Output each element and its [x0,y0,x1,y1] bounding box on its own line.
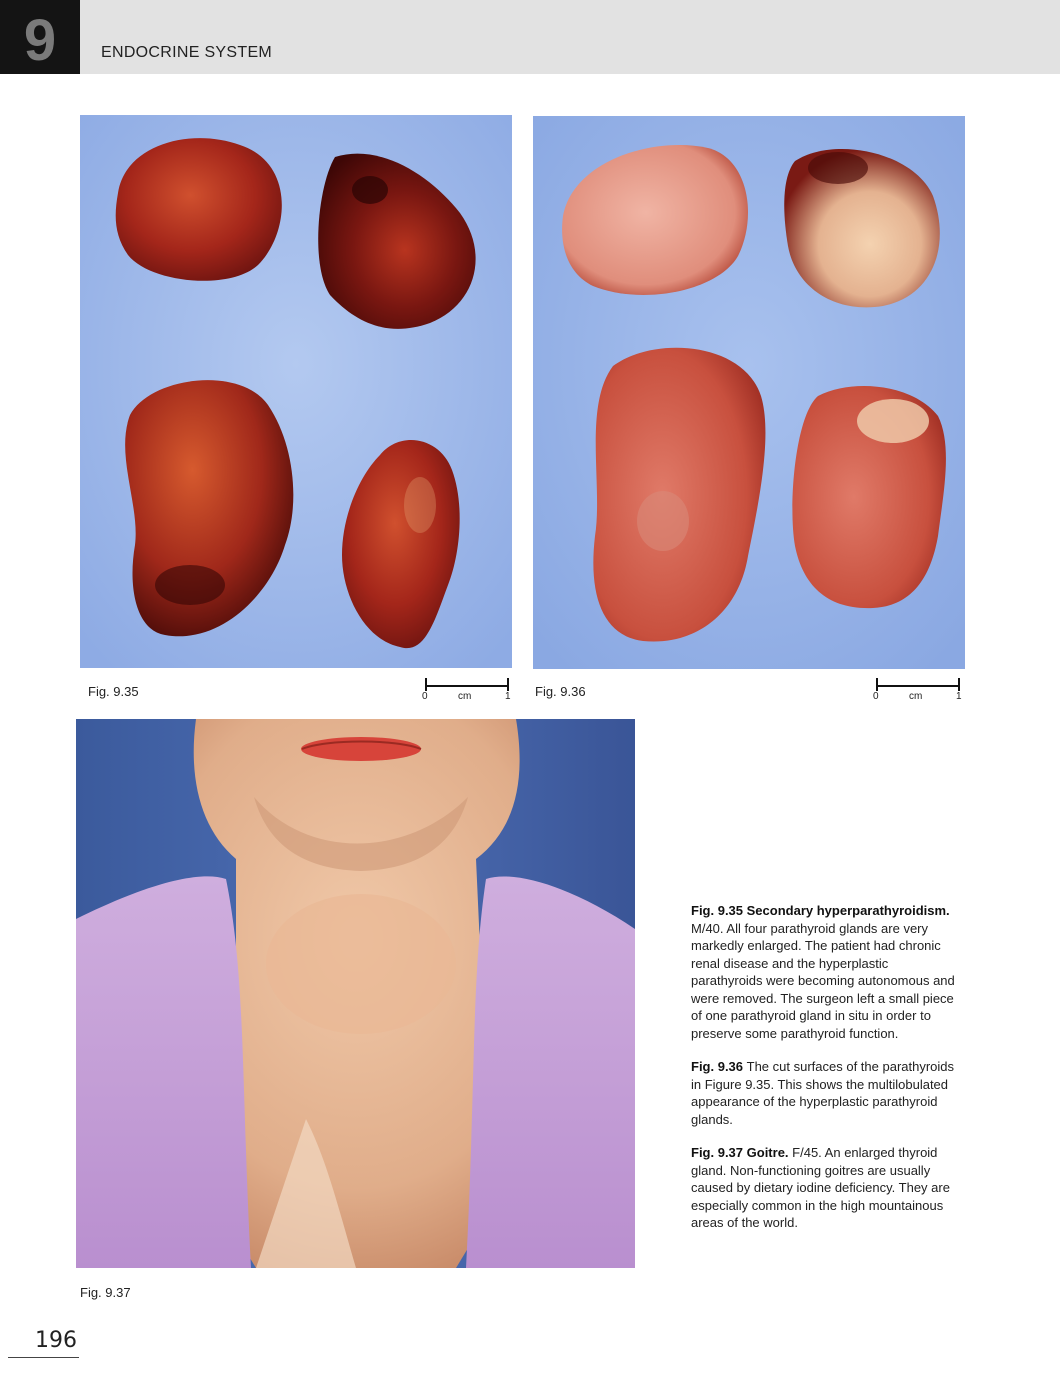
figure-9-36-label: Fig. 9.36 [535,684,586,699]
caption-text: The cut surfaces of the parathyroids in Figure 9.35. This shows the multilobulated appearance of the hyperplastic parathyroid glands. [691,1059,955,1127]
scale-tick-left [425,678,427,691]
figure-captions [691,902,961,1248]
figure-9-35-label: Fig. 9.35 [88,684,139,699]
figure-9-37-photo [76,719,635,1268]
scale-start: 0 [422,691,428,702]
caption-ref: Fig. 9.36 [691,1059,747,1074]
caption-title: Secondary hyperparathyroidism. [746,903,950,918]
scale-unit: cm [909,691,923,702]
page-number: 196 [35,1328,77,1353]
caption-fig-9-37 [691,1144,961,1232]
caption-text: F/45. An enlarged thyroid gland. Non-functioning goitres are usually caused by dietary iodine deficiency. They are especially common in the high mountainous areas of the world. [691,1145,950,1230]
scale-tick-right [958,678,960,691]
figure-9-35-photo [80,115,512,668]
scale-bar [421,677,513,707]
scale-unit: cm [458,691,472,702]
scale-tick-left [876,678,878,691]
caption-text: M/40. All four parathyroid glands are very markedly enlarged. The patient had chronic renal disease and the hyperplastic parathyroids were becoming autonomous and were removed. The surgeon left a small piece of one parathyroid gland in situ in order to preserve some parathyroid function. [691,920,955,1041]
scale-bar-line [426,685,508,687]
scale-bar [872,677,964,707]
caption-ref: Fig. 9.37 [691,1145,747,1160]
caption-ref: Fig. 9.35 [691,903,747,918]
chapter-header [0,0,1060,74]
scale-start: 0 [873,691,879,702]
scale-bar-line [877,685,959,687]
page-number-rule [8,1357,79,1358]
caption-fig-9-35 [691,902,961,1042]
chapter-number: 9 [23,8,57,73]
scale-tick-right [507,678,509,691]
scale-end: 1 [505,691,511,702]
figure-9-37-label: Fig. 9.37 [80,1285,131,1300]
scale-end: 1 [956,691,962,702]
chapter-title: ENDOCRINE SYSTEM [101,44,273,61]
figure-9-36-photo [533,116,965,669]
caption-title: Goitre. [746,1145,793,1160]
chapter-number-box [0,0,80,74]
caption-fig-9-36 [691,1058,961,1128]
